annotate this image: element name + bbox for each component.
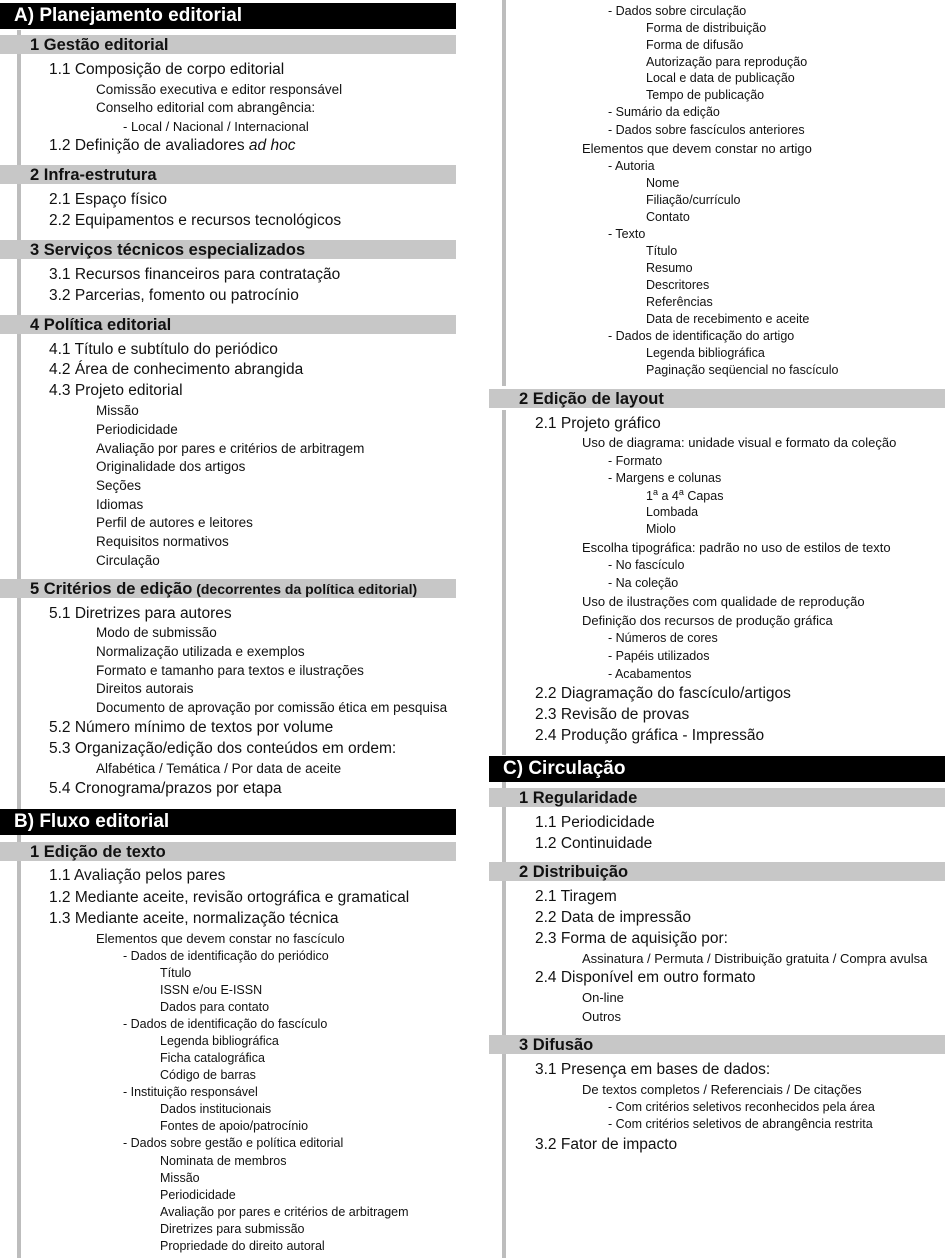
c2-item: 2.3 Forma de aquisição por: xyxy=(535,930,728,947)
b2-header: 2 Edição de layout xyxy=(489,389,945,408)
b1-group-item: Avaliação por pares e critérios de arbitragem xyxy=(160,1205,409,1219)
b2-item: 2.2 Diagramação do fascículo/artigos xyxy=(535,685,791,702)
indent-rule xyxy=(502,782,506,1258)
a4-subitem: Perfil de autores e leitores xyxy=(96,515,253,530)
b2-group: - Na coleção xyxy=(608,576,679,590)
section-a-header: A) Planejamento editorial xyxy=(0,3,456,29)
b1-group: - Dados sobre circulação xyxy=(608,4,747,18)
c2-item: 2.2 Data de impressão xyxy=(535,909,691,926)
b1-group-item: Missão xyxy=(160,1171,200,1185)
b1-group-item: Filiação/currículo xyxy=(646,193,741,207)
a4-subitem: Originalidade dos artigos xyxy=(96,459,246,474)
a2-header: 2 Infra-estrutura xyxy=(0,165,456,184)
indent-rule xyxy=(502,0,506,386)
c1-item: 1.2 Continuidade xyxy=(535,835,653,852)
b1-group-item: Código de barras xyxy=(160,1068,256,1082)
b1-group-item: ISSN e/ou E-ISSN xyxy=(160,983,263,997)
a5-subitem: Alfabética / Temática / Por data de aceite xyxy=(96,761,342,776)
c1-header: 1 Regularidade xyxy=(489,788,945,807)
b1-group: - Dados sobre gestão e política editorial xyxy=(123,1136,344,1150)
b2-subitem: Uso de diagrama: unidade visual e formato da coleção xyxy=(582,435,897,450)
c3-item: 3.2 Fator de impacto xyxy=(535,1136,678,1153)
b1-group-item: Contato xyxy=(646,210,690,224)
a4-subitem: Requisitos normativos xyxy=(96,534,229,549)
b2-group: - Números de cores xyxy=(608,631,718,645)
b2-group: - No fascículo xyxy=(608,558,685,572)
capas-text: Capas xyxy=(683,489,724,504)
c3-item: 3.1 Presença em bases de dados: xyxy=(535,1061,771,1078)
a1-subitem: Comissão executiva e editor responsável xyxy=(96,82,343,97)
a4-item: 4.1 Título e subtítulo do periódico xyxy=(49,341,278,358)
c1-item: 1.1 Periodicidade xyxy=(535,814,655,831)
b1-group: - Dados de identificação do fascículo xyxy=(123,1017,328,1031)
b1-group-item: Diretrizes para submissão xyxy=(160,1222,305,1236)
c2-subitem: Assinatura / Permuta / Distribuição gratuita / Compra avulsa xyxy=(582,951,928,966)
b2-group: - Papéis utilizados xyxy=(608,649,710,663)
a5-subitem: Formato e tamanho para textos e ilustrações xyxy=(96,663,364,678)
b2-subitem: Definição dos recursos de produção gráfica xyxy=(582,613,833,628)
a5-subitem: Documento de aprovação por comissão ética em pesquisa xyxy=(96,700,448,715)
b1-group: - Instituição responsável xyxy=(123,1085,258,1099)
a5-header-title: 5 Critérios de edição xyxy=(30,580,193,598)
a1-item: 1.1 Composição de corpo editorial xyxy=(49,61,285,78)
capas-sup: a xyxy=(678,487,684,497)
b2-group: - Margens e colunas xyxy=(608,471,722,485)
a5-subitem: Modo de submissão xyxy=(96,625,217,640)
b1-group: - Dados de identificação do periódico xyxy=(123,949,329,963)
b2-subitem: Escolha tipográfica: padrão no uso de estilos de texto xyxy=(582,540,891,555)
a1-item-italic: ad hoc xyxy=(248,137,296,154)
b1-group-item: Resumo xyxy=(646,261,693,275)
b1-group-item: Forma de distribuição xyxy=(646,21,767,35)
a4-subitem: Avaliação por pares e critérios de arbitragem xyxy=(96,441,365,456)
capas-text: 1 xyxy=(646,489,653,504)
indent-rule xyxy=(17,30,21,1258)
c2-subitem: On-line xyxy=(582,990,624,1005)
a4-subitem: Seções xyxy=(96,478,142,493)
b1-group-item: Propriedade do direito autoral xyxy=(160,1239,325,1253)
indent-rule xyxy=(502,410,506,755)
b2-group: - Formato xyxy=(608,454,663,468)
section-c-header: C) Circulação xyxy=(489,756,945,782)
b1-group-item: Local e data de publicação xyxy=(646,71,795,85)
c2-subitem: Outros xyxy=(582,1009,622,1024)
b1-subitem: Elementos que devem constar no artigo xyxy=(582,141,812,156)
b1-group-item: Dados para contato xyxy=(160,1000,270,1014)
b1-item: 1.1 Avaliação pelos pares xyxy=(49,867,226,884)
b2-group-item: Miolo xyxy=(646,522,676,536)
a5-subitem: Direitos autorais xyxy=(96,681,194,696)
b1-group-item: Legenda bibliográfica xyxy=(646,346,765,360)
b2-item: 2.1 Projeto gráfico xyxy=(535,415,661,432)
a1-subitem: - Local / Nacional / Internacional xyxy=(123,119,309,134)
b1-group: - Autoria xyxy=(608,159,655,173)
a5-item: 5.1 Diretrizes para autores xyxy=(49,605,232,622)
section-b-header: B) Fluxo editorial xyxy=(0,809,456,835)
b2-item: 2.3 Revisão de provas xyxy=(535,706,690,723)
b2-subitem: Uso de ilustrações com qualidade de reprodução xyxy=(582,594,865,609)
c3-header: 3 Difusão xyxy=(489,1035,945,1054)
a5-item: 5.2 Número mínimo de textos por volume xyxy=(49,719,334,736)
b1-group-item: Nome xyxy=(646,176,680,190)
b1-group-item: Fontes de apoio/patrocínio xyxy=(160,1119,309,1133)
b1-group: - Sumário da edição xyxy=(608,105,720,119)
a1-item-text: 1.2 Definição de avaliadores xyxy=(49,137,249,154)
a1-item xyxy=(49,138,295,154)
a4-header: 4 Política editorial xyxy=(0,315,456,334)
a5-header-note: (decorrentes da política editorial) xyxy=(192,581,418,597)
b2-group-item: Lombada xyxy=(646,505,699,519)
b1-group-item: Forma de difusão xyxy=(646,38,744,52)
b1-group-item: Data de recebimento e aceite xyxy=(646,312,810,326)
a2-item: 2.1 Espaço físico xyxy=(49,191,168,208)
a4-item: 4.3 Projeto editorial xyxy=(49,382,183,399)
b1-group-item: Título xyxy=(646,244,678,258)
b1-header: 1 Edição de texto xyxy=(0,842,456,861)
capas-text: a 4 xyxy=(657,489,679,504)
b1-group-item: Paginação seqüencial no fascículo xyxy=(646,363,839,377)
a5-item: 5.3 Organização/edição dos conteúdos em ordem: xyxy=(49,740,397,757)
b1-group-item: Legenda bibliográfica xyxy=(160,1034,279,1048)
b1-group-item: Descritores xyxy=(646,278,710,292)
b1-group-item: Título xyxy=(160,966,192,980)
c2-item: 2.1 Tiragem xyxy=(535,888,617,905)
a4-subitem: Periodicidade xyxy=(96,422,178,437)
a4-item: 4.2 Área de conhecimento abrangida xyxy=(49,361,304,378)
c3-group: - Com critérios seletivos reconhecidos pela área xyxy=(608,1100,875,1114)
b1-group-item: Dados institucionais xyxy=(160,1102,272,1116)
b1-subitem: Elementos que devem constar no fascículo xyxy=(96,931,345,946)
b1-item: 1.3 Mediante aceite, normalização técnica xyxy=(49,910,339,927)
capas-sup: a xyxy=(652,487,658,497)
a4-subitem: Idiomas xyxy=(96,497,144,512)
a3-item: 3.1 Recursos financeiros para contratação xyxy=(49,266,341,283)
a2-item: 2.2 Equipamentos e recursos tecnológicos xyxy=(49,212,342,229)
a4-subitem: Missão xyxy=(96,403,139,418)
a5-subitem: Normalização utilizada e exemplos xyxy=(96,644,305,659)
a3-header: 3 Serviços técnicos especializados xyxy=(0,240,456,259)
b1-group: - Texto xyxy=(608,227,646,241)
c2-header: 2 Distribuição xyxy=(489,862,945,881)
b1-group-item: Periodicidade xyxy=(160,1188,236,1202)
a1-subitem: Conselho editorial com abrangência: xyxy=(96,100,316,115)
c3-subitem: De textos completos / Referenciais / De citações xyxy=(582,1082,862,1097)
b1-group-item: Autorização para reprodução xyxy=(646,55,808,69)
a5-item: 5.4 Cronograma/prazos por etapa xyxy=(49,780,282,797)
b2-item: 2.4 Produção gráfica - Impressão xyxy=(535,727,765,744)
b1-group-item: Tempo de publicação xyxy=(646,88,765,102)
b1-item: 1.2 Mediante aceite, revisão ortográfica e gramatical xyxy=(49,889,410,906)
a5-header xyxy=(0,579,456,598)
a1-header: 1 Gestão editorial xyxy=(0,35,456,54)
a4-subitem: Circulação xyxy=(96,553,160,568)
c3-group: - Com critérios seletivos de abrangência restrita xyxy=(608,1117,873,1131)
b2-group-item xyxy=(646,488,723,503)
b1-group: - Dados de identificação do artigo xyxy=(608,329,795,343)
b1-group-item: Nominata de membros xyxy=(160,1154,287,1168)
a3-item: 3.2 Parcerias, fomento ou patrocínio xyxy=(49,287,299,304)
b1-group-item: Referências xyxy=(646,295,713,309)
b1-group: - Dados sobre fascículos anteriores xyxy=(608,123,805,137)
b2-group: - Acabamentos xyxy=(608,667,692,681)
c2-item: 2.4 Disponível em outro formato xyxy=(535,969,756,986)
b1-group-item: Ficha catalográfica xyxy=(160,1051,265,1065)
